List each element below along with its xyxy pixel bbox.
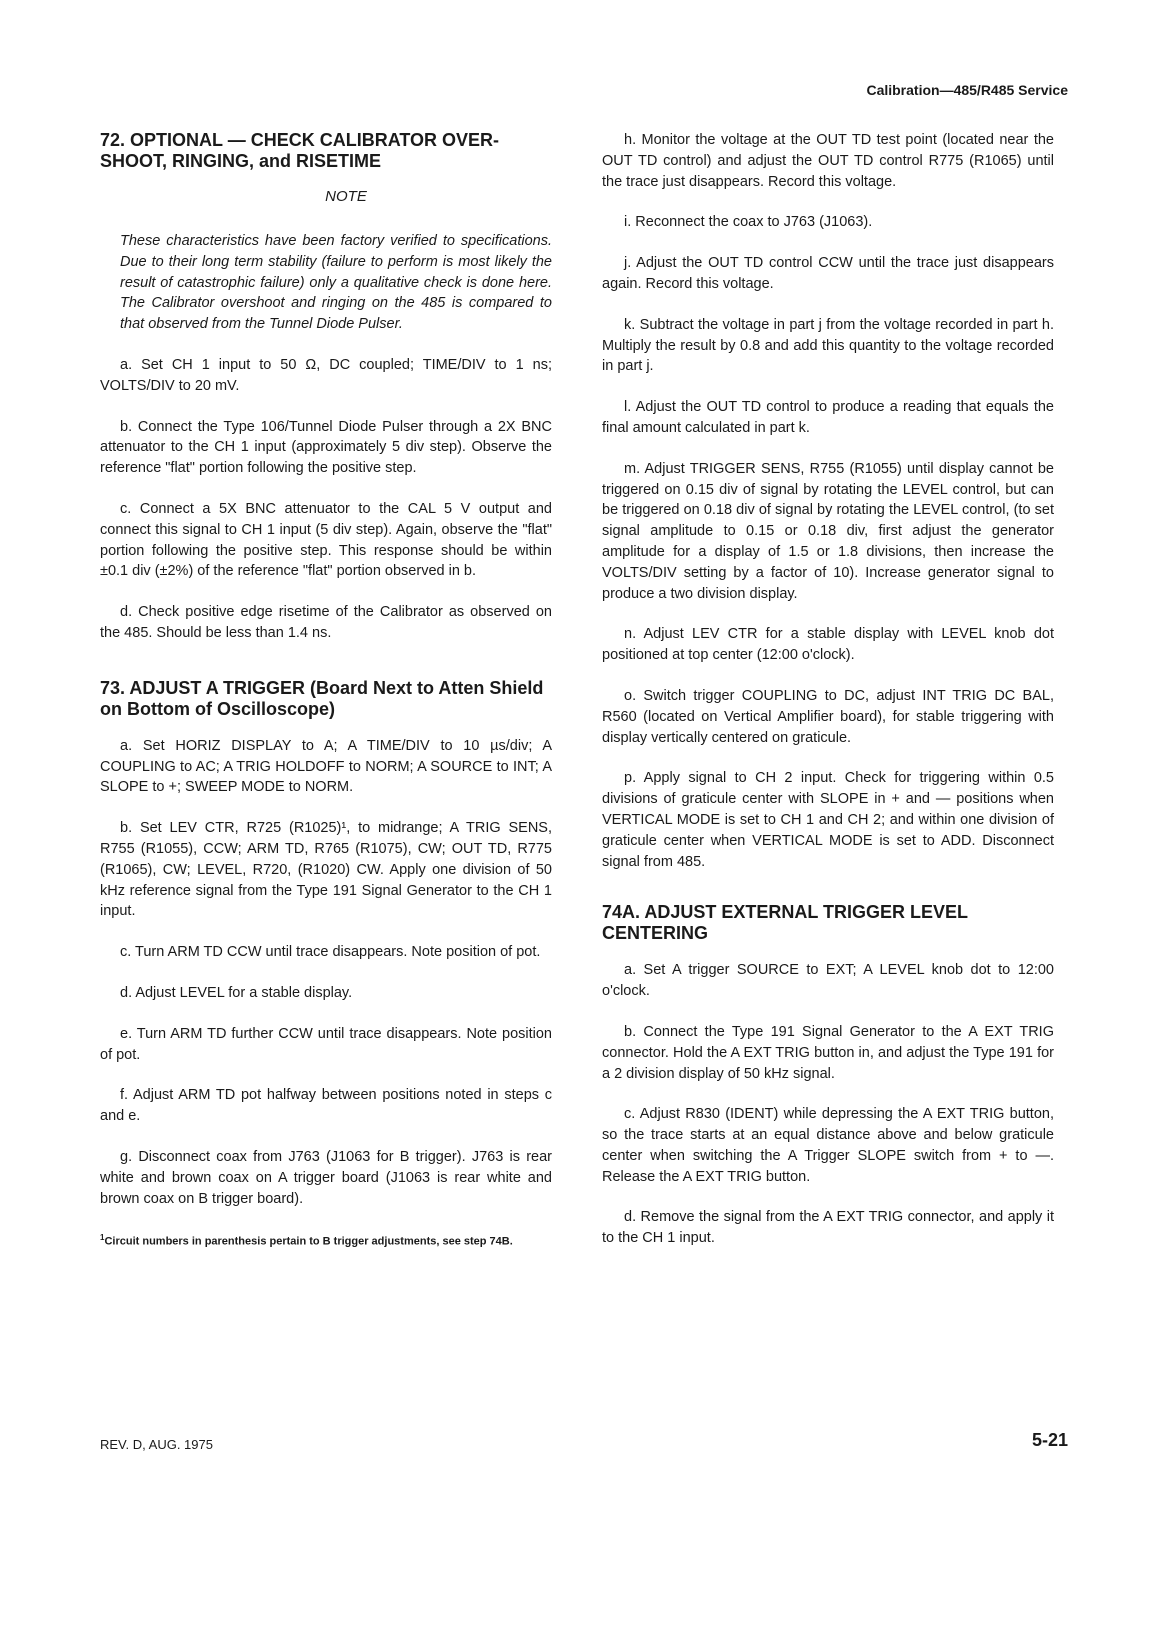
step-74a-c: c. Adjust R830 (IDENT) while depressing the A EXT TRIG button, so the trace starts at an equal distance above and below graticule center when switching the A Trigger SLOPE switch from + to —. Release the A EXT TRIG button.: [602, 1106, 1054, 1185]
step-73j: j. Adjust the OUT TD control CCW until the trace just disappears again. Record this voltage.: [602, 255, 1054, 292]
step-72b: b. Connect the Type 106/Tunnel Diode Pulser through a 2X BNC attenuator to the CH 1 input (approximately 5 div step). Observe the reference "flat" portion following the positive step.: [100, 418, 552, 477]
step-73a: a. Set HORIZ DISPLAY to A; A TIME/DIV to 10 µs/div; A COUPLING to AC; A TRIG HOLDOFF to NORM; A SOURCE to INT; A SLOPE to +; SWEEP MODE to NORM.: [100, 737, 552, 796]
right-column: [602, 130, 1054, 1269]
step-74a-a: a. Set A trigger SOURCE to EXT; A LEVEL knob dot to 12:00 o'clock.: [602, 962, 1054, 1000]
page-number: 5-21: [1031, 1430, 1068, 1450]
step-73m: m. Adjust TRIGGER SENS, R755 (R1055) until display cannot be triggered on 0.15 div of signal by rotating the LEVEL control, but can be triggered on 0.18 div of signal by rotating the LEVEL control, (to set signal amplitude to 0.15 or 0.18 div, first adjust the generator amplitude for a display of 1.5 or 1.8 divisions, then increase the VOLTS/DIV setting by a factor of 10). Increase generator signal to produce a two division display.: [602, 460, 1054, 602]
step-73i: i. Reconnect the coax to J763 (J1063).: [624, 214, 873, 231]
step-73p: p. Apply signal to CH 2 input. Check for triggering within 0.5 divisions of graticule center with SLOPE in + and — positions when VERTICAL MODE is set to CH 1 and CH 2; and within one division of graticule center when VERTICAL MODE is set to ADD. Disconnect signal from 485.: [602, 770, 1054, 870]
step-73f: f. Adjust ARM TD pot halfway between positions noted in steps c and e.: [100, 1087, 552, 1125]
step-73h: h. Monitor the voltage at the OUT TD test point (located near the OUT TD control) and adjust the OUT TD control R775 (R1065) until the trace just disappears. Record this voltage.: [602, 132, 1054, 190]
step-73k: k. Subtract the voltage in part j from the voltage recorded in part h. Multiply the result by 0.8 and add this quantity to the voltage recorded in part j.: [602, 316, 1054, 375]
step-74a-b: b. Connect the Type 191 Signal Generator to the A EXT TRIG connector. Hold the A EXT TRIG button in, and adjust the Type 191 for a 2 division display of 50 kHz signal.: [602, 1023, 1054, 1082]
footnote-text: Circuit numbers in parenthesis pertain to B trigger adjustments, see step 74B.: [104, 1235, 513, 1248]
revision-date: REV. D, AUG. 1975: [100, 1437, 213, 1452]
step-72a: a. Set CH 1 input to 50 Ω, DC coupled; TIME/DIV to 1 ns; VOLTS/DIV to 20 mV.: [100, 356, 552, 394]
step-73d: d. Adjust LEVEL for a stable display.: [120, 984, 353, 1001]
step-73n: n. Adjust LEV CTR for a stable display with LEVEL knob dot positioned at top center (12:00 o'clock).: [602, 626, 1054, 664]
step-73o: o. Switch trigger COUPLING to DC, adjust INT TRIG DC BAL, R560 (located on Vertical Amplifier board), for stable triggering with display vertically centered on graticule.: [602, 687, 1054, 746]
step-73l: l. Adjust the OUT TD control to produce a reading that equals the final amount calculated in part k.: [602, 399, 1054, 436]
step-73b: b. Set LEV CTR, R725 (R1025)¹, to midrange; A TRIG SENS, R755 (R1055), CCW; ARM TD, R765 (R1075), CW; OUT TD, R775 (R1065), CW; LEVEL, R720, (R1020) CW. Apply one division of 50 kHz reference signal from the Type 191 Signal Generator to the CH 1 input.: [100, 820, 552, 920]
step-73c: c. Turn ARM TD CCW until trace disappears. Note position of pot.: [120, 944, 541, 961]
step-73g: g. Disconnect coax from J763 (J1063 for B trigger). J763 is rear white and brown coax on A trigger board (J1063 is rear white and brown coax on B trigger board).: [100, 1148, 552, 1207]
step-74a-d: d. Remove the signal from the A EXT TRIG connector, and apply it to the CH 1 input.: [602, 1209, 1054, 1247]
left-column: [100, 130, 552, 1251]
step-73e: e. Turn ARM TD further CCW until trace disappears. Note position of pot.: [100, 1025, 552, 1063]
note-label: NOTE: [325, 188, 367, 205]
section-72-title: 72. OPTIONAL — CHECK CALIBRATOR OVER-SHOOT, RINGING, and RISETIME: [100, 130, 500, 171]
step-72d: d. Check positive edge risetime of the Calibrator as observed on the 485. Should be less than 1.4 ns.: [100, 604, 552, 641]
footnote-mark: 1: [100, 1233, 105, 1243]
section-74a-title: 74A. ADJUST EXTERNAL TRIGGER LEVEL CENTERING: [602, 902, 968, 944]
running-header: Calibration—485/R485 Service: [866, 82, 1068, 98]
footnote: [100, 1229, 552, 1251]
step-72c: c. Connect a 5X BNC attenuator to the CAL 5 V output and connect this signal to CH 1 input (5 div step). Again, observe the "flat" portion following the positive step. This response should be within ±0.1 div (±2%) of the reference "flat" portion observed in b.: [100, 500, 552, 580]
section-73-title: 73. ADJUST A TRIGGER (Board Next to Atten Shield on Bottom of Oscilloscope): [100, 677, 544, 719]
note-body: These characteristics have been factory verified to specifications. Due to their long term stability (failure to perform is most likely the result of catastrophic failure) only a qualitative check is done here. The Calibrator overshoot and ringing on the 485 is compared to that observed from the Tunnel Diode Pulser.: [120, 233, 552, 333]
